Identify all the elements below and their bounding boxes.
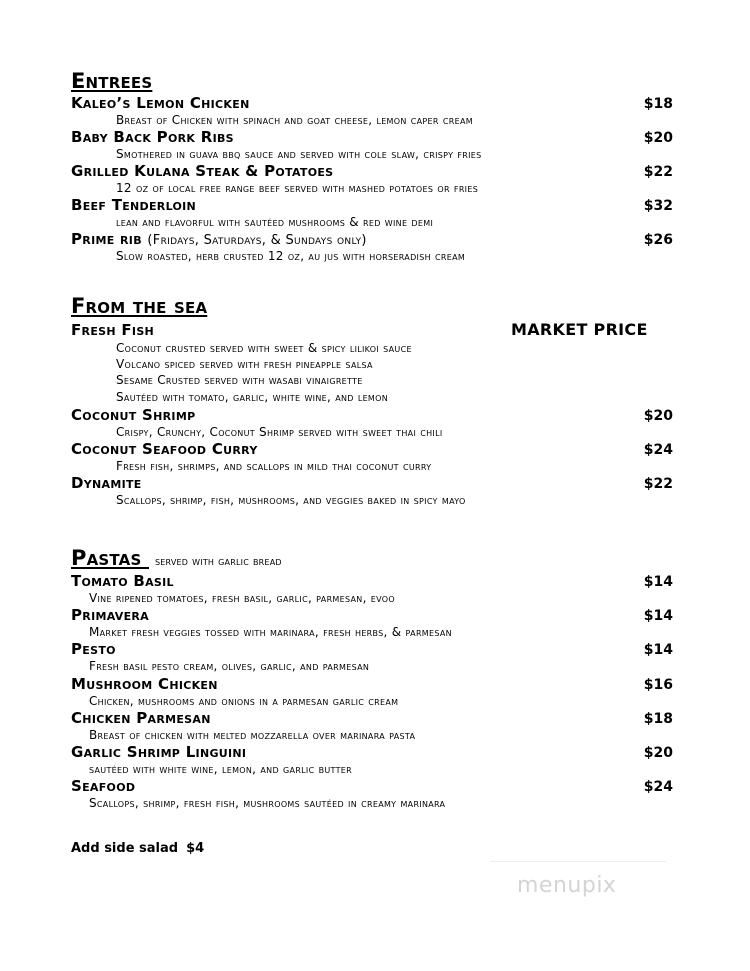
add-side-price: $4	[186, 841, 205, 856]
menu-item-price: $24	[643, 779, 673, 795]
pastas-note: served with garlic bread	[155, 554, 282, 568]
menu-item-price: $18	[643, 96, 673, 112]
menu-item-description: 12 oz of local free range beef served with mashed potatoes or fries	[116, 181, 479, 195]
menu-item-name: Fresh Fish	[71, 321, 155, 339]
menu-item-price: $20	[643, 130, 673, 146]
menu-item-description: Vine ripened tomatoes, fresh basil, garlic, parmesan, evoo	[89, 591, 395, 605]
sea-title: From the sea	[71, 294, 208, 318]
menu-item-name: Pesto	[71, 640, 116, 658]
menu-item-description: Breast of chicken with melted mozzarella over marinara pasta	[89, 728, 416, 742]
menu-item-name: Seafood	[71, 777, 136, 795]
menu-item-note: (Fridays, Saturdays, & Sundays only)	[147, 233, 367, 248]
fish-option: Sautéed with tomato, garlic, white wine, and lemon	[116, 390, 389, 404]
fish-option: Volcano spiced served with fresh pineapple salsa	[116, 357, 373, 371]
menu-item-price: $20	[643, 745, 673, 761]
menu-item-name: Coconut Shrimp	[71, 406, 196, 424]
menu-item-price: $24	[643, 442, 673, 458]
watermark-divider	[490, 861, 666, 862]
menu-item-description: Market fresh veggies tossed with marinara, fresh herbs, & parmesan	[89, 625, 452, 639]
fish-option: Coconut crusted served with sweet & spicy lilikoi sauce	[116, 341, 412, 355]
pastas-title	[71, 546, 282, 570]
add-side-salad	[71, 841, 204, 856]
menu-item-name-text: Prime rib	[71, 230, 142, 248]
menu-item-description: Chicken, mushrooms and onions in a parmesan garlic cream	[89, 694, 399, 708]
menu-item-description: Breast of Chicken with spinach and goat cheese, lemon caper cream	[116, 113, 473, 127]
menu-item-name: Primavera	[71, 606, 149, 624]
menu-item-name: Tomato Basil	[71, 572, 174, 590]
menu-item-name: Beef Tenderloin	[71, 196, 197, 214]
menu-item-description: lean and flavorful with sautéed mushrooms & red wine demi	[116, 215, 434, 229]
menu-item-price: $14	[643, 642, 673, 658]
menu-item-description: Scallops, shrimp, fresh fish, mushrooms sautéed in creamy marinara	[89, 796, 446, 810]
menu-item-name: Dynamite	[71, 474, 142, 492]
menu-item-price: $18	[643, 711, 673, 727]
menu-item-price: $20	[643, 408, 673, 424]
menu-item-description: Fresh basil pesto cream, olives, garlic, and parmesan	[89, 659, 370, 673]
menu-item-price: $14	[643, 574, 673, 590]
menu-item-description: Scallops, shrimp, fish, mushrooms, and veggies baked in spicy mayo	[116, 493, 466, 507]
fish-option: Sesame Crusted served with wasabi vinaigrette	[116, 373, 363, 387]
menu-item-description: sautéed with white wine, lemon, and garlic butter	[89, 762, 352, 776]
menu-item-price: $22	[643, 164, 673, 180]
menu-item-name: Baby Back Pork Ribs	[71, 128, 234, 146]
menu-item-name: Kaleo’s Lemon Chicken	[71, 94, 250, 112]
menu-item-description: Slow roasted, herb crusted 12 oz, au jus with horseradish cream	[116, 249, 466, 263]
menu-item-name: Coconut Seafood Curry	[71, 440, 258, 458]
add-side-label: Add side salad	[71, 841, 179, 856]
menu-item-price: $16	[643, 677, 673, 693]
entrees-title: Entrees	[71, 69, 153, 93]
menu-item-name: Garlic Shrimp Linguini	[71, 743, 247, 761]
market-price: MARKET PRICE	[511, 320, 648, 339]
menu-item-price: $26	[643, 232, 673, 248]
menu-item-name: Grilled Kulana Steak & Potatoes	[71, 162, 334, 180]
menu-item-description: Crispy, Crunchy, Coconut Shrimp served with sweet thai chili	[116, 425, 443, 439]
menu-item-name	[71, 230, 367, 248]
menu-item-description: Fresh fish, shrimps, and scallops in mild thai coconut curry	[116, 459, 432, 473]
pastas-title-text: Pastas	[71, 546, 142, 570]
menu-item-price: $22	[643, 476, 673, 492]
menu-item-price: $32	[643, 198, 673, 214]
menu-item-name: Mushroom Chicken	[71, 675, 218, 693]
menu-item-price: $14	[643, 608, 673, 624]
menu-item-description: Smothered in guava bbq sauce and served with cole slaw, crispy fries	[116, 147, 482, 161]
watermark-logo: menupix	[517, 873, 617, 898]
menu-item-name: Chicken Parmesan	[71, 709, 211, 727]
